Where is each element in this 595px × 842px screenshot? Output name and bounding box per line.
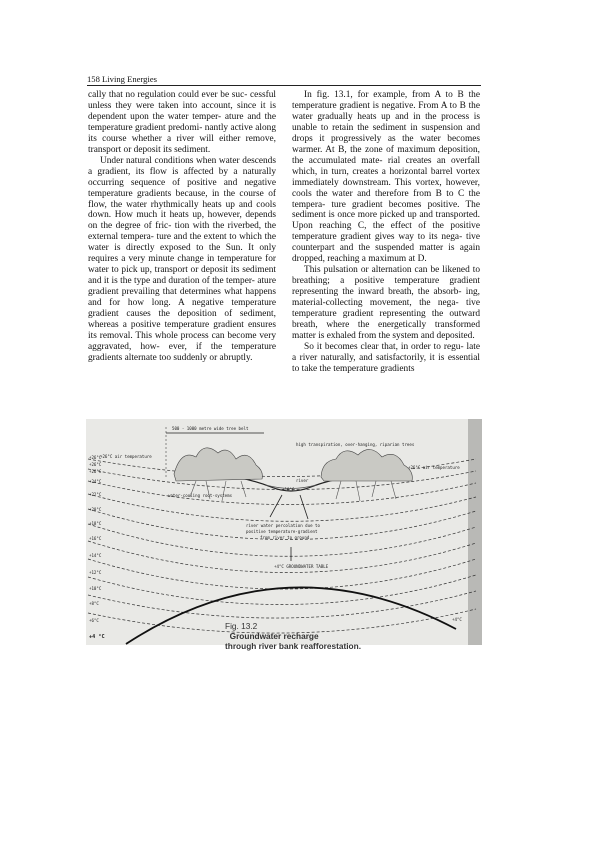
right-isotherm-label: +4°C xyxy=(452,617,462,622)
running-header: 158 Living Energies xyxy=(87,74,158,84)
figure-caption-line-2: through river bank reafforestation. xyxy=(225,640,361,651)
percolation-label-line-2: positive temperature-gradient xyxy=(246,529,318,534)
isotherm-label: +22°C xyxy=(89,492,102,497)
left-paragraph-1: cally that no regulation could ever be suc- cessful unless they were taken into account, since it is dependent upon the water temper- ature and the temperature gradient predomi- nantly active along its course whether a river will either remove, transport or deposit its sediment. xyxy=(88,90,276,155)
header-rule xyxy=(87,85,481,86)
isotherm-label: +12°C xyxy=(89,570,102,575)
root-systems-label: water-cooling root-systems xyxy=(168,493,233,498)
isotherm-label: +26°C xyxy=(89,469,102,474)
groundwater-table-label: +4°C GROUNDWATER TABLE xyxy=(274,564,329,569)
percolation-label-line-1: river water percolation due to xyxy=(246,523,320,528)
isotherm-label: +8°C xyxy=(89,601,99,606)
isotherm-label: +20°C xyxy=(89,507,102,512)
right-air-temperature-label: +26°C air temperature xyxy=(408,465,460,470)
isotherm-label: +16°C xyxy=(89,536,102,541)
figure-caption xyxy=(225,622,361,651)
right-paragraph-1: In fig. 13.1, for example, from A to B the temperature gradient is negative. From A to B the water gradually heats up and in the process is unable to retain the sediment in suspension and drops it progressively as the water becomes warmer. At B, the zone of maximum deposition, the accumulated mate- rial creates an overfall which, in turn, creates a horizontal barrel vortex immediately downstream. This vortex, however, cools the water and therefore from B to C the tempera- ture gradient becomes positive. The sediment is once more picked up and transported. Upon reaching C, the effect of the positive temperature gradient gives way to its nega- tive counterpart and the suspended matter is again dropped, reaching a maximum at D. xyxy=(292,90,480,265)
scan-edge-shadow xyxy=(468,419,482,645)
percolation-label-line-3: from river to ground xyxy=(260,535,310,540)
tree-belt-label: 500 - 1000 metre wide tree belt xyxy=(172,426,249,431)
groundwater-diagram xyxy=(86,419,482,645)
figure-caption-title: Groundwater recharge xyxy=(229,630,319,641)
figure-number: Fig. 13.2 xyxy=(225,621,258,631)
isotherm-label: +24°C xyxy=(89,479,102,484)
right-paragraph-3: So it becomes clear that, in order to regu- late a river naturally, and satisfactorily, it is essential to take the temperature gradients xyxy=(292,341,480,374)
figure-caption-line-1 xyxy=(225,622,361,642)
left-paragraph-2: Under natural conditions when water descends a gradient, its flow is affected by a naturally occurring sequence of positive and negative temperature gradients because, in the course of flow, the water rhythmically heats up and cools down. How much it heats up, however, depends on the degree of fric- tion with the riverbed, the external tempera- ture and the extent to which the water is directly exposed to the Sun. It only requires a very minute change in temperature for water to pick up, transport or deposit its sediment and it is the type and duration of the temper- ature gradient prevailing that determines what happens and for how long. A negative temperature gradient causes the deposition of sediment, whereas a positive temperature gradient ensures its removal. This whole process can become very aggravated, how- ever, if the temperature gradients alternate too suddenly or abruptly. xyxy=(88,155,276,363)
isotherm-label: +4 °C xyxy=(89,634,105,640)
river-label: river xyxy=(296,478,309,483)
isotherm-label: +14°C xyxy=(89,553,102,558)
left-text-column xyxy=(88,90,276,364)
isotherm-label: +26°C xyxy=(89,462,102,467)
river-temperature-label: +16°C xyxy=(282,487,295,492)
riparian-trees-label: high transpiration, over-hanging, riparian trees xyxy=(296,442,415,447)
isotherm-label: +26°C xyxy=(89,455,102,460)
right-text-column xyxy=(292,90,480,375)
left-air-temperature-label: +26°C air temperature xyxy=(100,454,152,459)
right-paragraph-2: This pulsation or alternation can be likened to breathing; a positive temperature gradient representing the inward breath, the absorb- ing, material-collecting movement, the nega- tive temperature gradient representing the outward breath, where the energetically transformed matter is exhaled from the system and deposited. xyxy=(292,265,480,341)
groundwater-figure xyxy=(86,419,482,645)
isotherm-label: +18°C xyxy=(89,521,102,526)
isotherm-label: +6°C xyxy=(89,618,99,623)
isotherm-label: +10°C xyxy=(89,586,102,591)
